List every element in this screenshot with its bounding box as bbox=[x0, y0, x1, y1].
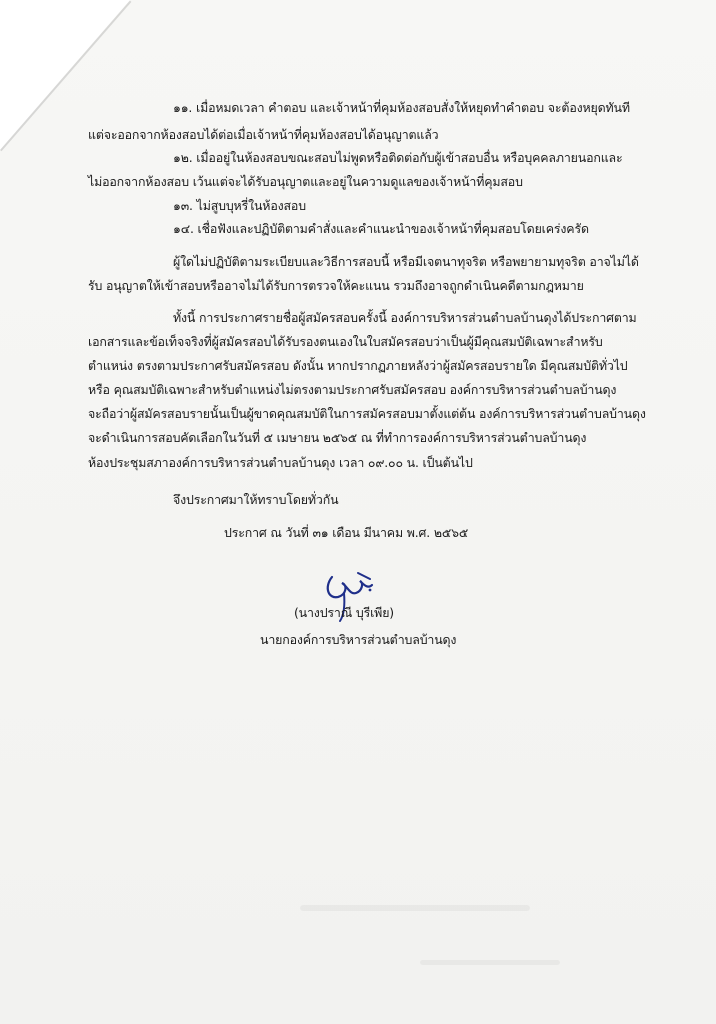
notice-line-5: จะถือว่าผู้สมัครสอบรายนั้นเป็นผู้ขาดคุณสมบัติในการสมัครสอบมาตั้งแต่ต้น องค์การบริหารส่วนตำบลบ้านดุง bbox=[88, 406, 646, 421]
closing-statement: จึงประกาศมาให้ทราบโดยทั่วกัน bbox=[173, 492, 339, 507]
notice-line-6: จะดำเนินการสอบคัดเลือกในวันที่ ๕ เมษายน ๒๕๖๕ ณ ที่ทำการองค์การบริหารส่วนตำบลบ้านดุง bbox=[88, 430, 587, 445]
signer-name: (นางปราณี บุรีเพีย) bbox=[294, 605, 394, 620]
penalty-line-2: รับ อนุญาตให้เข้าสอบหรืออาจไม่ได้รับการตรวจให้คะแนน รวมถึงอาจถูกดำเนินคดีตามกฎหมาย bbox=[88, 278, 584, 293]
notice-line-4: หรือ คุณสมบัติเฉพาะสำหรับตำแหน่งไม่ตรงตามประกาศรับสมัครสอบ องค์การบริหารส่วนตำบลบ้านดุง bbox=[88, 382, 617, 397]
item-11-line-1: ๑๑. เมื่อหมดเวลา คำตอบ และเจ้าหน้าที่คุมห้องสอบสั่งให้หยุดทำคำตอบ จะต้องหยุดทันที bbox=[173, 100, 630, 115]
scan-smudge bbox=[420, 960, 560, 965]
signer-position: นายกองค์การบริหารส่วนตำบลบ้านดุง bbox=[260, 632, 457, 647]
scan-smudge bbox=[300, 905, 530, 911]
penalty-line-1: ผู้ใดไม่ปฏิบัติตามระเบียบและวิธีการสอบนี้ หรือมีเจตนาทุจริต หรือพยายามทุจริต อาจไม่ได้ bbox=[173, 254, 639, 269]
item-12-line-2: ไม่ออกจากห้องสอบ เว้นแต่จะได้รับอนุญาตและอยู่ในความดูแลของเจ้าหน้าที่คุมสอบ bbox=[88, 174, 523, 189]
notice-line-7: ห้องประชุมสภาองค์การบริหารส่วนตำบลบ้านดุง เวลา ๐๙.๐๐ น. เป็นต้นไป bbox=[88, 455, 473, 470]
item-13: ๑๓. ไม่สูบบุหรี่ในห้องสอบ bbox=[173, 198, 306, 213]
item-12-line-1: ๑๒. เมื่ออยู่ในห้องสอบขณะสอบไม่พูดหรือติดต่อกับผู้เข้าสอบอื่น หรือบุคคลภายนอกและ bbox=[173, 150, 623, 165]
notice-line-3: ตำแหน่ง ตรงตามประกาศรับสมัครสอบ ดังนั้น หากปรากฏภายหลังว่าผู้สมัครสอบรายใด มีคุณสมบัติทั่วไป bbox=[88, 358, 628, 373]
item-14: ๑๔. เชื่อฟังและปฏิบัติตามคำสั่งและคำแนะนำของเจ้าหน้าที่คุมสอบโดยเคร่งครัด bbox=[173, 221, 589, 236]
announcement-date: ประกาศ ณ วันที่ ๓๑ เดือน มีนาคม พ.ศ. ๒๕๖๕ bbox=[224, 525, 469, 540]
notice-line-2: เอกสารและข้อเท็จจริงที่ผู้สมัครสอบได้รับรองตนเองในใบสมัครสอบว่าเป็นผู้มีคุณสมบัติเฉพาะสำหรับ bbox=[88, 334, 603, 349]
notice-line-1: ทั้งนี้ การประกาศรายชื่อผู้สมัครสอบครั้งนี้ องค์การบริหารส่วนตำบลบ้านดุงได้ประกาศตาม bbox=[173, 310, 637, 325]
item-11-line-2: แต่จะออกจากห้องสอบได้ต่อเมื่อเจ้าหน้าที่คุมห้องสอบได้อนุญาตแล้ว bbox=[88, 127, 439, 142]
